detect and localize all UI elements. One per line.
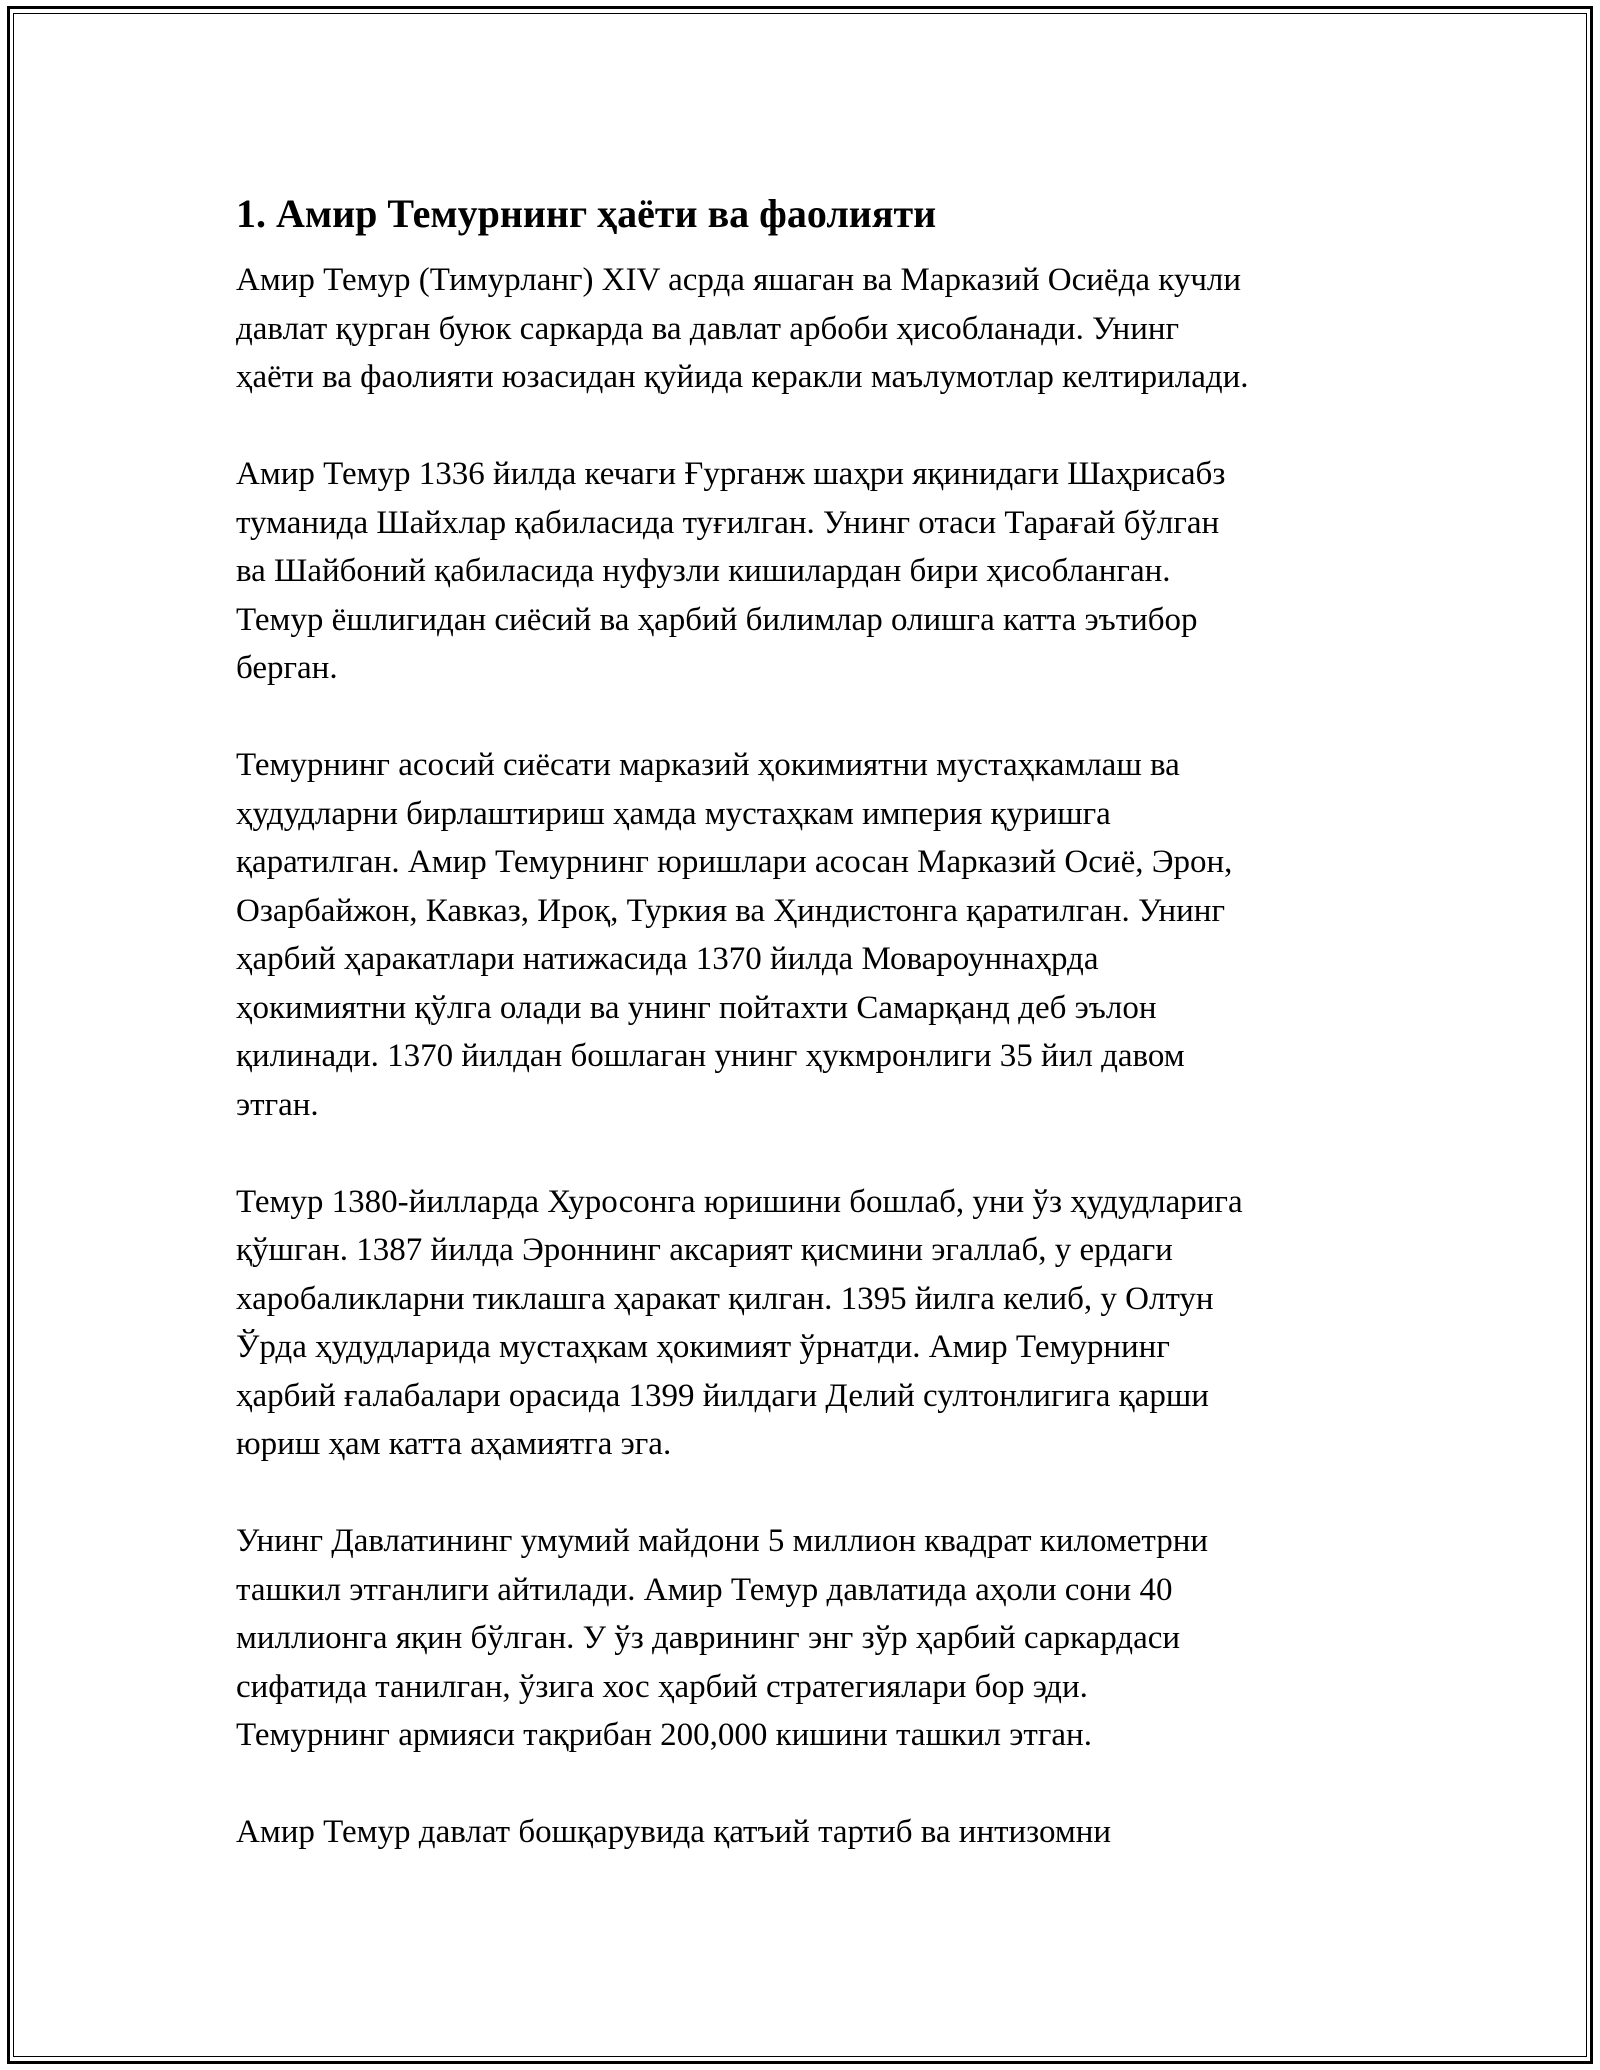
text-line: миллионга яқин бўлган. У ўз даврининг энг зўр ҳарбий саркардаси [236,1620,1181,1656]
text-line: этган. [236,1086,319,1123]
paragraph-governance [236,1808,1386,1857]
paragraph-policy [236,741,1386,1129]
text-line: ҳаёти ва фаолияти юзасидан қуйида керакли маълумотлар келтирилади. [236,359,1249,395]
text-line: Амир Темур (Тимурланг) XIV асрда яшаган ва Марказий Осиёда кучли [236,262,1242,298]
section-heading: 1. Амир Темурнинг ҳаёти ва фаолияти [236,191,937,236]
text-line: ҳарбий ғалабалари орасида 1399 йилдаги Делий султонлигига қарши [236,1377,1209,1414]
paragraph-intro [236,256,1386,402]
text-line: Амир Темур давлат бошқарувида қатъий тартиб ва интизомни [236,1814,1112,1850]
text-line: қаратилган. Амир Темурнинг юришлари асосан Марказий Осиё, Эрон, [236,844,1233,880]
text-line: ташкил этганлиги айтилади. Амир Темур давлатида аҳоли сони 40 [236,1571,1173,1608]
text-line: ҳудудларни бирлаштириш ҳамда мустаҳкам империя қуришга [236,795,1111,832]
text-line: харобаликларни тиклашга ҳаракат қилган. 1395 йилга келиб, у Олтун [236,1280,1214,1317]
document-body [236,186,1386,1905]
text-line: Унинг Давлатининг умумий майдони 5 миллион квадрат километрни [236,1523,1209,1559]
text-line: Амир Темур 1336 йилда кечаги Ғурганж шаҳри яқинидаги Шаҳрисабз [236,456,1226,492]
text-line: ҳарбий ҳаракатлари натижасида 1370 йилда Мовароуннаҳрда [236,941,1099,977]
paragraph-campaigns [236,1178,1386,1469]
paragraph-birth [236,450,1386,693]
text-line: Ўрда ҳудудларида мустаҳкам ҳокимият ўрнатди. Амир Темурнинг [236,1329,1170,1365]
text-line: Темур 1380-йилларда Хуросонга юришини бошлаб, уни ўз ҳудудларига [236,1183,1243,1220]
text-line: берган. [236,650,338,686]
text-line: туманида Шайхлар қабиласида туғилган. Унинг отаси Тарағай бўлган [236,504,1220,541]
text-line: қўшган. 1387 йилда Эроннинг аксарият қисмини эгаллаб, у ердаги [236,1232,1173,1268]
text-line: сифатида танилган, ўзига хос ҳарбий стратегиялари бор эди. [236,1668,1088,1705]
text-line: Темурнинг асосий сиёсати марказий ҳокимиятни мустаҳкамлаш ва [236,747,1180,783]
text-line: ҳокимиятни қўлга олади ва унинг пойтахти Самарқанд деб эълон [236,989,1157,1026]
text-line: Темурнинг армияси тақрибан 200,000 кишини ташкил этган. [236,1717,1092,1753]
paragraph-state [236,1517,1386,1760]
text-line: юриш ҳам катта аҳамиятга эга. [236,1426,672,1462]
text-line: қилинади. 1370 йилдан бошлаган унинг ҳукмронлиги 35 йил давом [236,1038,1185,1074]
text-line: давлат қурган буюк саркарда ва давлат арбоби ҳисобланади. Унинг [236,310,1180,347]
text-line: Озарбайжон, Кавказ, Ироқ, Туркия ва Ҳиндистонга қаратилган. Унинг [236,892,1225,929]
text-line: Темур ёшлигидан сиёсий ва ҳарбий билимлар олишга катта эътибор [236,601,1198,638]
text-line: ва Шайбоний қабиласида нуфузли кишилардан бири ҳисобланган. [236,553,1171,589]
